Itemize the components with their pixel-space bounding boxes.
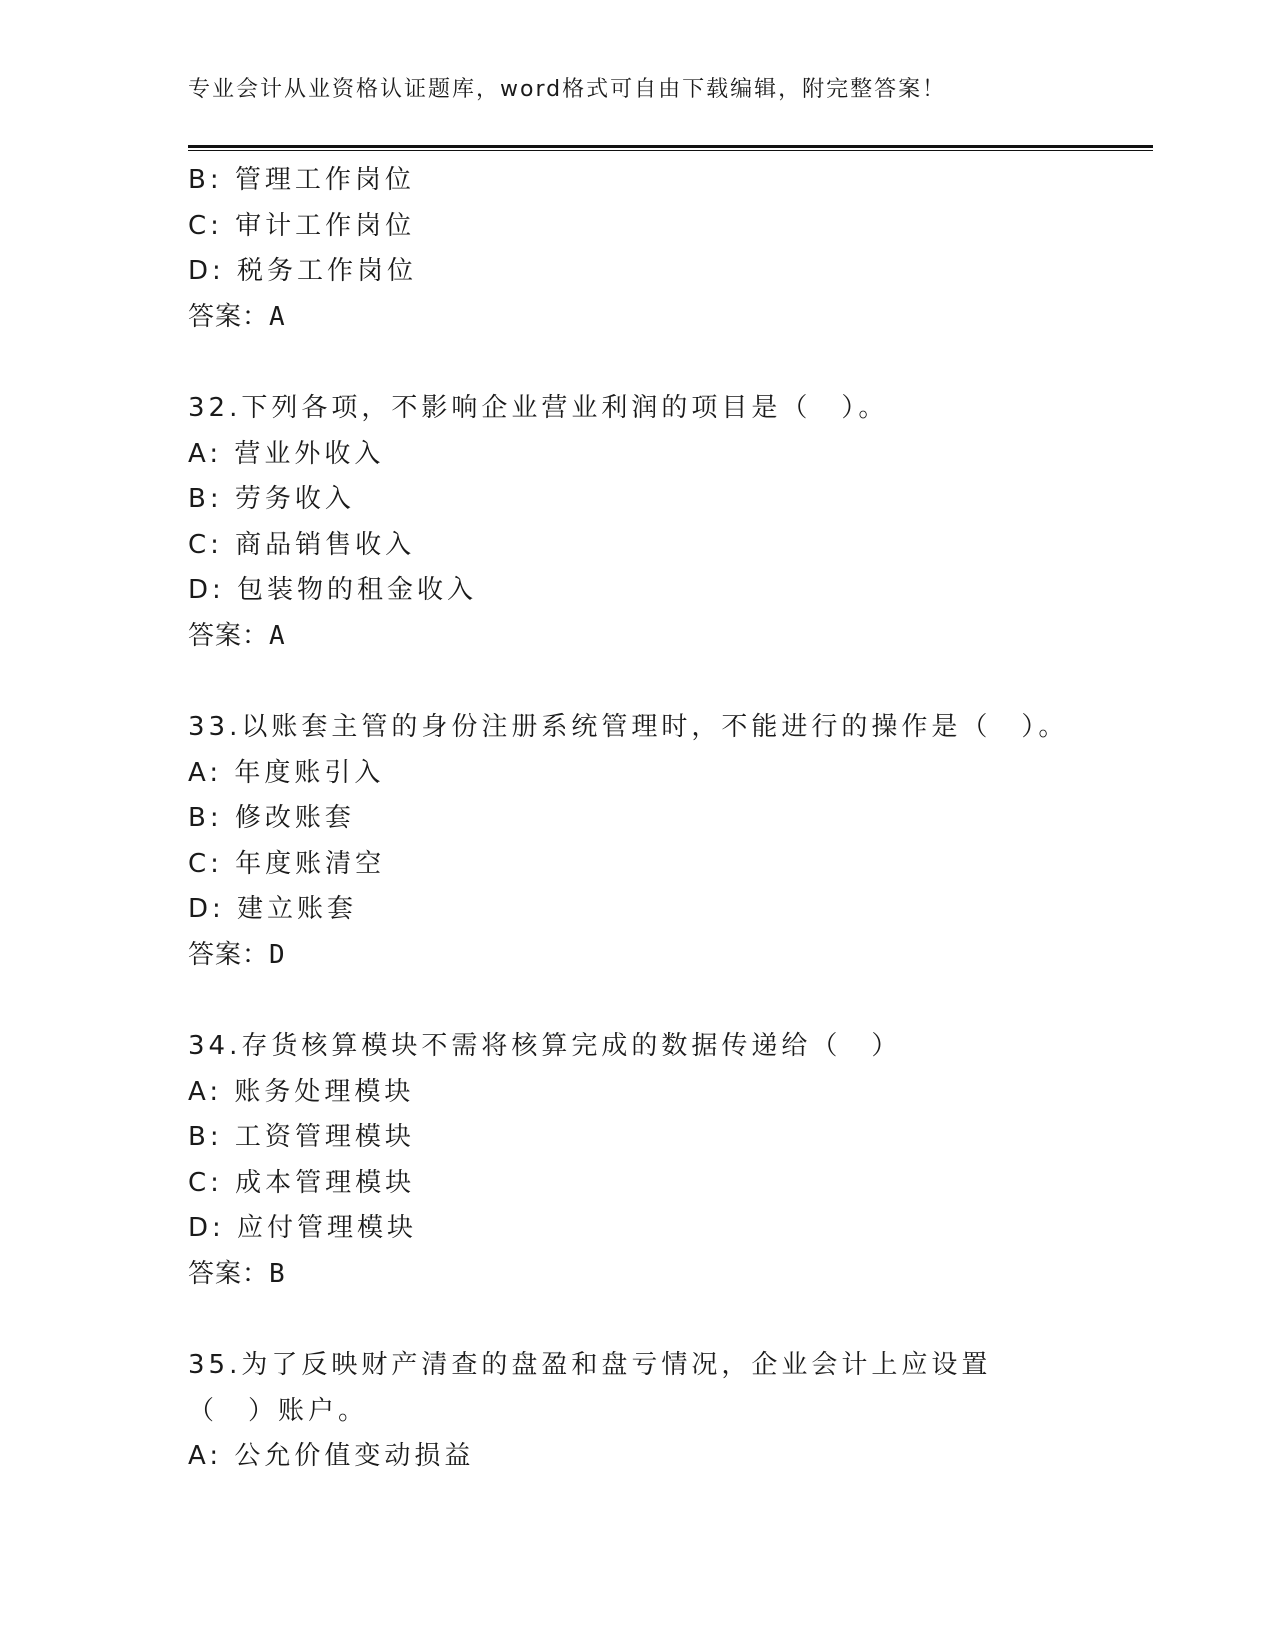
option-b: B: 修改账套 — [188, 803, 355, 833]
option-a: A: 年度账引入 — [188, 757, 385, 788]
answer-value: A — [269, 301, 286, 332]
option-a: A: 公允价值变动损益 — [188, 1441, 475, 1471]
question-list — [188, 158, 1088, 1480]
option-d: D: 建立账套 — [188, 894, 358, 924]
answer-value: A — [269, 620, 286, 651]
question-title: 33.以账套主管的身份注册系统管理时，不能进行的操作是（ ）。 — [188, 712, 1069, 742]
question-35 — [188, 1343, 1088, 1480]
question-33 — [188, 705, 1088, 978]
option-c: C: 年度账清空 — [188, 848, 386, 879]
answer-label: 答案： — [188, 1258, 270, 1289]
question-title: 34.存货核算模块不需将核算完成的数据传递给（ ） — [188, 1031, 902, 1061]
header-rule-thick — [188, 145, 1153, 148]
answer — [188, 1252, 1088, 1298]
question-title: 35.为了反映财产清查的盘盈和盘亏情况，企业会计上应设置（ ）账户。 — [188, 1350, 992, 1426]
answer — [188, 295, 1088, 341]
answer — [188, 933, 1088, 979]
answer-label: 答案： — [188, 301, 270, 332]
question-34 — [188, 1024, 1088, 1297]
answer-value: B — [269, 1258, 286, 1289]
answer-label: 答案： — [188, 620, 270, 651]
answer-value: D — [269, 939, 286, 970]
answer — [188, 614, 1088, 660]
option-a: A: 账务处理模块 — [188, 1076, 415, 1107]
page-header: 专业会计从业资格认证题库，word格式可自由下载编辑，附完整答案！ — [188, 77, 947, 102]
option-a: A: 营业外收入 — [188, 438, 385, 469]
header-rule-thin — [188, 150, 1153, 151]
question-32 — [188, 386, 1088, 659]
option-b: B: 管理工作岗位 — [188, 165, 415, 195]
option-b: B: 工资管理模块 — [188, 1122, 415, 1152]
carryover-question — [188, 158, 1088, 340]
option-d: D: 包装物的租金收入 — [188, 575, 478, 605]
option-d: D: 税务工作岗位 — [188, 256, 418, 286]
option-b: B: 劳务收入 — [188, 484, 355, 514]
option-c: C: 商品销售收入 — [188, 529, 416, 560]
option-c: C: 审计工作岗位 — [188, 210, 416, 241]
option-c: C: 成本管理模块 — [188, 1167, 416, 1198]
option-d: D: 应付管理模块 — [188, 1213, 418, 1243]
answer-label: 答案： — [188, 939, 270, 970]
question-title: 32.下列各项，不影响企业营业利润的项目是（ ）。 — [188, 393, 889, 423]
